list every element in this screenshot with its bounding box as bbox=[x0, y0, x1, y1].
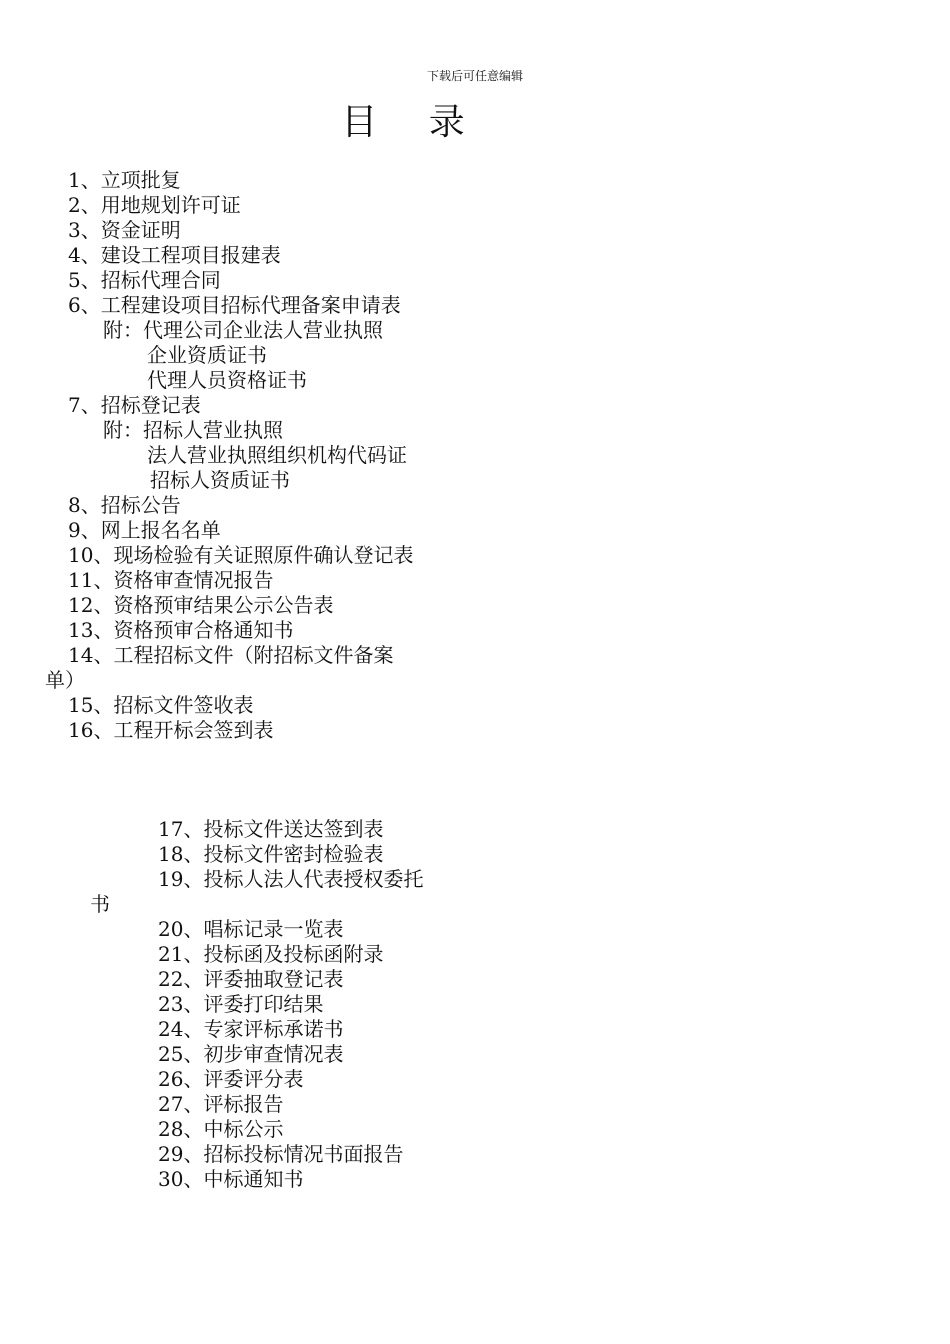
toc-item: 22、评委抽取登记表 bbox=[158, 967, 344, 991]
toc-item: 5、招标代理合同 bbox=[68, 268, 221, 292]
toc-item: 28、中标公示 bbox=[158, 1117, 284, 1141]
toc-subitem: 附：招标人营业执照 bbox=[103, 418, 283, 442]
toc-item: 18、投标文件密封检验表 bbox=[158, 842, 384, 866]
toc-item: 3、资金证明 bbox=[68, 218, 181, 242]
toc-item: 23、评委打印结果 bbox=[158, 992, 324, 1016]
toc-item: 11、资格审查情况报告 bbox=[68, 568, 274, 592]
toc-item: 17、投标文件送达签到表 bbox=[158, 817, 384, 841]
toc-item: 9、网上报名名单 bbox=[68, 518, 221, 542]
toc-item: 24、专家评标承诺书 bbox=[158, 1017, 344, 1041]
toc-item: 14、工程招标文件（附招标文件备案 bbox=[68, 643, 394, 667]
toc-item: 25、初步审查情况表 bbox=[158, 1042, 344, 1066]
toc-item: 12、资格预审结果公示公告表 bbox=[68, 593, 334, 617]
toc-item-continuation: 单） bbox=[45, 668, 85, 692]
toc-item: 30、中标通知书 bbox=[158, 1167, 304, 1191]
toc-item: 10、现场检验有关证照原件确认登记表 bbox=[68, 543, 414, 567]
toc-item: 4、建设工程项目报建表 bbox=[68, 243, 281, 267]
toc-subitem: 企业资质证书 bbox=[147, 343, 267, 367]
toc-item-continuation: 书 bbox=[90, 892, 110, 916]
toc-item: 1、立项批复 bbox=[68, 168, 181, 192]
toc-item: 15、招标文件签收表 bbox=[68, 693, 254, 717]
toc-item: 8、招标公告 bbox=[68, 493, 181, 517]
toc-subitem: 法人营业执照组织机构代码证 bbox=[147, 443, 407, 467]
header-note: 下载后可任意编辑 bbox=[426, 69, 523, 83]
toc-item: 20、唱标记录一览表 bbox=[158, 917, 344, 941]
toc-item: 13、资格预审合格通知书 bbox=[68, 618, 294, 642]
toc-subitem: 附：代理公司企业法人营业执照 bbox=[103, 318, 383, 342]
toc-item: 7、招标登记表 bbox=[68, 393, 201, 417]
toc-item: 21、投标函及投标函附录 bbox=[158, 942, 384, 966]
toc-subitem: 代理人员资格证书 bbox=[147, 368, 307, 392]
toc-item: 16、工程开标会签到表 bbox=[68, 718, 274, 742]
toc-subitem: 招标人资质证书 bbox=[150, 468, 290, 492]
toc-item: 2、用地规划许可证 bbox=[68, 193, 241, 217]
toc-item: 6、工程建设项目招标代理备案申请表 bbox=[68, 293, 401, 317]
toc-item: 26、评委评分表 bbox=[158, 1067, 304, 1091]
toc-item: 19、投标人法人代表授权委托 bbox=[158, 867, 424, 891]
toc-item: 29、招标投标情况书面报告 bbox=[158, 1142, 404, 1166]
toc-item: 27、评标报告 bbox=[158, 1092, 284, 1116]
page-title: 目 录 bbox=[341, 102, 485, 143]
